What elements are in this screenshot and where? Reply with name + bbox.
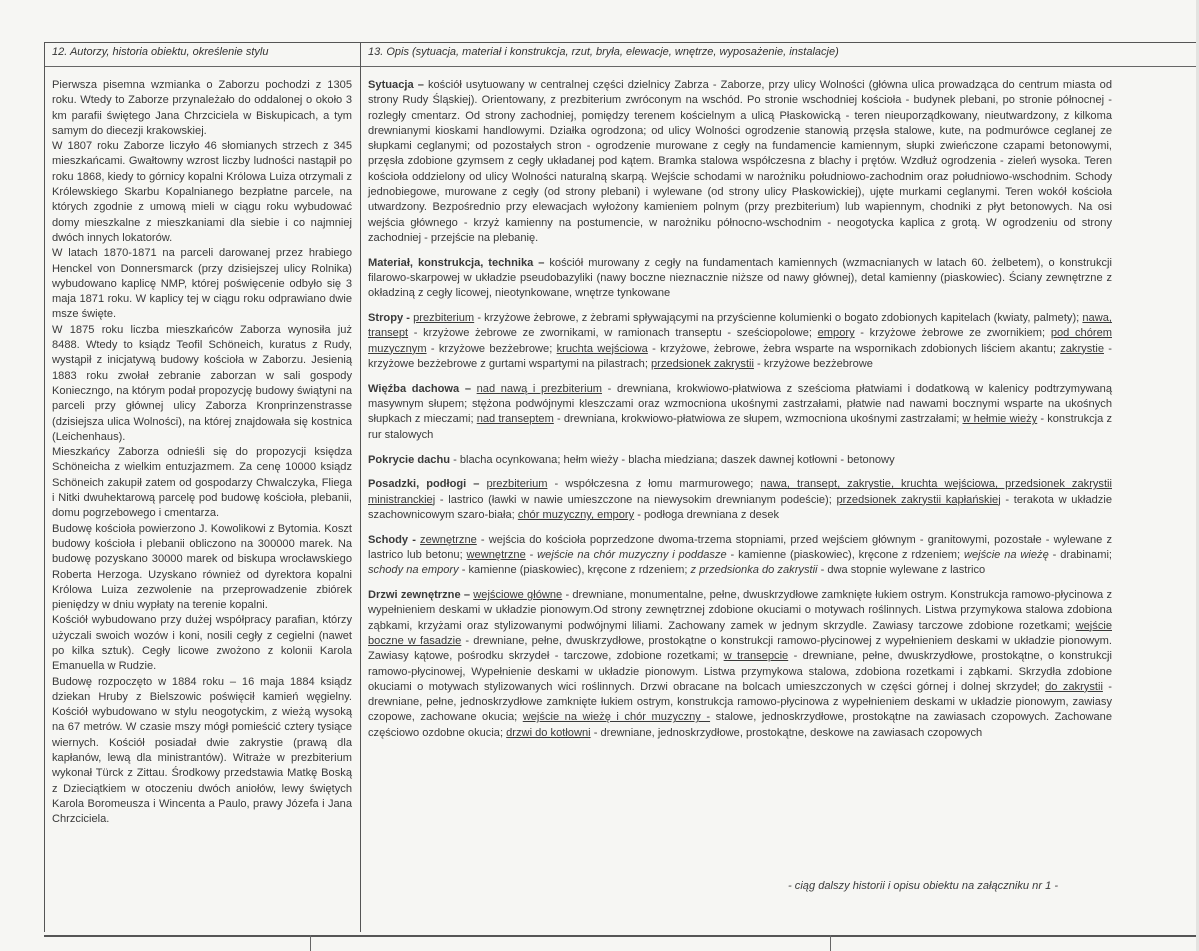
term: pod chórem muzycznym (368, 327, 1112, 355)
history-paragraph: Budowę kościoła powierzono J. Kowolikowi z Bytomia. Koszt budowy kościoła i plebanii obliczono na 300000 marek. Na budowę pozyskano 30000 marek od biskupa wrocławskiego Roberta Herzoga. Uzyskano również od dyrektora kopalni Królowa Luiza zezwolenie na przeprowadzenie zbiórek pieniędzy w dniu wypłaty na terenie kopalni. (52, 522, 352, 612)
text-pokrycie: - blacha ocynkowana; hełm wieży - blacha miedziana; daszek dawnej kotłowni - betonowy (450, 453, 895, 466)
history-paragraph: Kościół wybudowano przy dużej współpracy parafian, którzy użyczali swoich wozów i koni, nosili cegły z cegielni (nawet po kilka sztuk). Cegły licowe zwożono z kolonii Karola Emanuella w Rudzie. (52, 614, 352, 673)
desc-stropy (368, 311, 1112, 372)
label-wiezba: Więźba dachowa – (368, 382, 471, 395)
term: zakrystie (1060, 342, 1104, 355)
term: nad nawą i prezbiterium (476, 382, 603, 395)
desc-pokrycie (368, 453, 1112, 468)
term: kruchta wejściowa (556, 342, 648, 355)
text: - krzyżowe bezżebrowe (753, 358, 873, 371)
term: zewnętrzne (420, 533, 477, 546)
section-12-heading: 12. Autorzy, historia obiektu, określenie stylu (52, 46, 269, 58)
text: - krzyżowe żebrowe, z żebrami spływającymi na przyścienne kolumienki o bogato zdobionych kapitelach (kwiaty, palmety); (474, 312, 1083, 325)
label-posadzki: Posadzki, podłogi – (368, 478, 480, 491)
table-header-divider (44, 66, 1199, 67)
text-sytuacja: kościół usytuowany w centralnej części dzielnicy Zabrza - Zaborze, przy ulicy Wolności (główna ulica prowadząca do centrum miasta od strony Rudy Śląskiej). Orientowany, z prezbiterium zwróconym na wschód. Po stronie wschodniej kościoła - budynek plebani, po stronie północnej - rozległy cmentarz. Od strony zachodniej, pomiędzy terenem kościelnym a ulicą Płaskowicką - teren nieuporządkowany, nieutwardzony, z kilkoma drewnianymi kioskami handlowymi. Działka ogrodzona; od ulicy Wolności ogrodzenie stanowią przęsła stalowe, kute, na podmurówce ceglanej ze słupkami ceglanymi; od pozostałych stron - ogrodzenie murowane z cegły na fundamencie kamiennym, słupki zwieńczone czapami betonowymi, przęsła zdobione gzymsem z cegły układanej pod kątem. Bramka stalowa współczesna z blachy i prętów. Wzdłuż ogrodzenia - zieleń wysoka. Teren kościoła oddzielony od ulicy Wolności naturalną skarpą. Wejście schodami w narożniku południowo-zachodnim oraz południowo-wschodnim. Schody jednobiegowe, murowane z cegły (od strony plebani) i wylewane (od strony ulicy Płaskowickiej), ujęte murkami ceglanymi. Teren wokół kościoła utwardzony. Bezpośrednio przy elewacjach wyłożony kamieniem polnym (przy prezbiterium) lub wapiennym, chodniki z płyt betonowych. Na osi wejścia głównego - krzyż kamienny na postumencie, w narożniku północno-wschodnim - neogotycka kaplica z grotą. W ogrodzeniu od strony zachodniej - przejście na plebanię. (368, 79, 1112, 244)
term: chór muzyczny, empory (517, 508, 635, 521)
text: - konstrukcja z rur stalowych (368, 413, 1112, 441)
continuation-note: - ciąg dalszy historii i opisu obiektu na załączniku nr 1 - (788, 880, 1059, 892)
text: - krzyżowe bezżebrowe z gurtami wspartymi na pilastrach; (368, 342, 1112, 371)
desc-drzwi (368, 588, 1112, 741)
history-paragraph: Pierwsza pisemna wzmianka o Zaborzu pochodzi z 1305 roku. Wtedy to Zaborze przynależało do oddalonej o około 3 km parafii świętego Jana Chrzciciela w Biskupicach, a tym samym do diecezji krakowskiej. (52, 79, 352, 137)
text: stalowe, jednoskrzydłowe, prostokątne na zawiasach czopowych. Zachowane częściowo ozdobne okucia; (368, 711, 1113, 739)
history-paragraph: W 1875 roku liczba mieszkańców Zaborza wynosiła już 8488. Wtedy to ksiądz Teofil Schöneich, kuratus z Rudy, wystąpił z inicjatywą budowy kościoła w Zaborzu. Jesienią 1883 roku zwołał zebranie zaborzan w sali gospody Konieczngo, na którym podał propozycję budowy świątyni na parceli przy głównej ulicy Zaborza Kronprinzenstrasse (dzisiejsza ulica Wolności), na której znajdowała się kostnica (Leichenhaus). (52, 323, 352, 443)
table-border-left (44, 42, 45, 932)
text: - drewniana, krokwiowo-płatwiowa ze słupem, wzmocniona ukośnymi zastrzałami; (553, 413, 963, 426)
description-column (368, 78, 1112, 751)
text: - drewniane, pełne, jednoskrzydłowe zamknięte łukiem ostrym, konstrukcja ramowo-płycinowa z wypełnieniem deskami w układzie pionowym, zawiasy czopowe, zachowane okucia; (368, 680, 1112, 724)
term-italic: wejście na chór muzyczny i poddasze (537, 549, 727, 562)
text: - lastrico (ławki w nawie umieszczone na niewysokim drewnianym podeście); (435, 493, 837, 506)
desc-posadzki (368, 477, 1112, 523)
text: - terakota w układzie szachownicowym szaro-biała; (368, 493, 1112, 521)
term: w transepcie (723, 650, 789, 663)
term: drzwi do kotłowni (506, 726, 591, 739)
history-paragraph: W latach 1870-1871 na parceli darowanej przez hrabiego Henckel von Donnersmarck (przy dzisiejszej ulicy Rolnika) wybudowano kaplicę NMP, której poświęcenie odbyło się 3 maja 1871 roku. W kaplicy tej w ciągu roku odprawiano dwie msze święte. (52, 247, 352, 321)
table-border-bottom (44, 935, 1199, 937)
text: - drewniane, monumentalne, pełne, dwuskrzydłowe zamknięte łukiem ostrym. Konstrukcja ramowo-płycinowa z wypełnieniem deskami w układzie pionowym.Od strony zewnętrznej zdobione okuciami o motywach roślinnych. Listwa przymykowa stalowa zdobiona ząbkami, krzyżami oraz stylizowanymi podwójnymi liliami. Zachowany zamek w jednym skrzydle. Zawiasy tarczowe zdobione rozetkami; (368, 589, 1113, 632)
term: przedsionek zakrystii (651, 358, 754, 371)
term: do zakrystii (1045, 680, 1103, 693)
section-13-heading: 13. Opis (sytuacja, materiał i konstrukcja, rzut, bryła, elewacje, wnętrze, wyposażenie, instalacje) (368, 46, 839, 58)
text: - (525, 549, 538, 562)
text: - współczesna z łomu marmurowego; (547, 478, 761, 491)
text-material: kościół murowany z cegły na fundamentach kamiennych (wzmacnianych w latach 60. żelbetem), o konstrukcji filarowo-skarpowej w układzie pseudobazyliki (nawy boczne nieznacznie niższe od nawy głównej), detal kamienny (piaskowiec). Ściany zewnętrzne z okładziną z cegły licowej, nieotynkowane, wnętrze tynkowane (368, 256, 1112, 300)
term: wewnętrzne (466, 549, 526, 562)
term: prezbiterium (486, 478, 548, 491)
label-material: Materiał, konstrukcja, technika – (368, 256, 545, 269)
history-paragraph: W 1807 roku Zaborze liczyło 46 słomianych strzech z 345 mieszkańcami. Gwałtowny wzrost liczby ludności nastąpił po roku 1868, kiedy to górnicy kopalni Królowa Luiza otrzymali z Królewskiego Skarbu Kopalnianego bezpłatne parcele, na których zgodnie z umową mieli w ciągu roku wybudować domy mieszkalne z mieszkaniami dla siebie i co najmniej dwóch innych lokatorów. (52, 140, 352, 244)
term: prezbiterium (413, 312, 475, 325)
text: - drabinami; (1048, 549, 1112, 562)
text: - drewniane, pełne, dwuskrzydłowe, prostokątne o konstrukcji ramowo-płycinowej z wypełnieniem deskami w układzie pionowym. Zawiasy kątowe, pośrodku skrzydeł - tarczowe, zdobione rozetkami; (368, 635, 1112, 663)
label-pokrycie: Pokrycie dachu (368, 453, 451, 466)
term-italic: wejście na wieżę (963, 549, 1049, 562)
label-schody: Schody - (368, 533, 416, 546)
term: nawa, transept (368, 312, 1112, 340)
text: - drewniana, krokwiowo-płatwiowa z sześcioma płatwiami i dodatkową w kalenicy podtrzymywaną masywnym słupem; stężona podwójnymi kleszczami oraz wzmocniona ukośnymi zastrzałami, płatwie nad nawami bocznymi wsparte na ukośnych słupkach z mieczami; (368, 382, 1113, 426)
desc-material (368, 256, 1112, 302)
term: nad transeptem (476, 413, 554, 426)
text: - krzyżowe żebrowe ze zwornikiem; (854, 327, 1051, 340)
text: - wejścia do kościoła poprzedzone dwoma-trzema stopniami, przed wejściem głównym - granitowymi, pozostałe - wylewane z lastrico lub betonu; (368, 533, 1112, 562)
term: empory (817, 327, 855, 340)
term: w hełmie wieży (962, 413, 1038, 426)
table-border-top (44, 42, 1199, 43)
text: - kamienne (piaskowiec), kręcone z rdzeniem; (726, 549, 964, 562)
text: - krzyżowe żebrowe ze zwornikami, w ramionach transeptu - sześciopolowe; (408, 327, 818, 340)
text: - krzyżowe bezżebrowe; (426, 342, 557, 355)
text: - dwa stopnie wylewane z lastrico (817, 564, 986, 577)
text: - kamienne (piaskowiec), kręcone z rdzeniem; (458, 564, 691, 577)
history-paragraph: Budowę rozpoczęto w 1884 roku – 16 maja 1884 ksiądz dziekan Hruby z Bielszowic poświęcił kamień węgielny. Kościół wybudowano w stylu neogotyckim, z wieżą wysoką na 67 metrów. W czasie mszy mógł pomieścić cztery tysiące wiernych. Kościół posiadał dwie zakrystie (prawą dla kapłanów, lewą dla ministrantów). Witraże w prezbiterium wykonał Türck z Zittau. Środkowy przedstawia Matkę Boską z Dzieciątkiem w otoczeniu dwóch aniołów, lewy świętych Karola Boromeusza i Wincenta a Paulo, prawy Józefa i Jana Chrzciciela. (52, 675, 352, 826)
term: nawa, transept, zakrystie, kruchta wejściowa, przedsionek zakrystii ministranckiej (368, 478, 1112, 506)
label-stropy: Stropy - (368, 312, 410, 325)
term-italic: schody na empory (368, 564, 459, 577)
desc-sytuacja (368, 78, 1112, 246)
term-italic: z przedsionka do zakrystii (690, 564, 818, 577)
text: - drewniane, pełne, dwuskrzydłowe, prostokątne, o konstrukcji ramowo-płycinowej, Wypełnienie deskami w układzie pionowym. Listwa przymykowa stalowa, zdobiona rozetkami i ząbkami. Skrzydła zdobione okuciami o motywach stylizowanych wici roślinnych. Drzwi obracane na bolcach umieszczonych w części górnej i dolnej skrzydeł; (368, 650, 1112, 693)
term: przedsionek zakrystii kapłańskiej (836, 493, 1001, 506)
desc-schody (368, 533, 1112, 579)
history-column (52, 78, 352, 828)
term: wejście na wieżę i chór muzyczny - (522, 711, 711, 724)
label-drzwi: Drzwi zewnętrzne – (368, 589, 471, 602)
text: - drewniane, jednoskrzydłowe, prostokątne, deskowe na zawiasach czopowych (590, 726, 983, 739)
bottom-tick (830, 935, 831, 951)
bottom-tick (310, 935, 311, 951)
term: wejściowe główne (473, 589, 563, 602)
history-paragraph: Mieszkańcy Zaborza odnieśli się do propozycji księdza Schöneicha z wielkim entuzjazmem. Za cenę 10000 ksiądz Schöneich zakupił zatem od gospodarzy Chwalczyka, Fliega i Nitki dwuhektarową parcelę pod budowę kościoła, plebanii, domu pogrzebowego i cmentarza. (52, 446, 352, 520)
term: wejście boczne w fasadzie (368, 619, 1112, 647)
table-column-divider (360, 42, 361, 932)
text: - krzyżowe, żebrowe, żebra wsparte na wspornikach zdobionych liściem akantu; (647, 342, 1061, 355)
desc-wiezba (368, 382, 1112, 443)
text: - podłoga drewniana z desek (634, 508, 780, 521)
label-sytuacja: Sytuacja – (368, 79, 424, 91)
